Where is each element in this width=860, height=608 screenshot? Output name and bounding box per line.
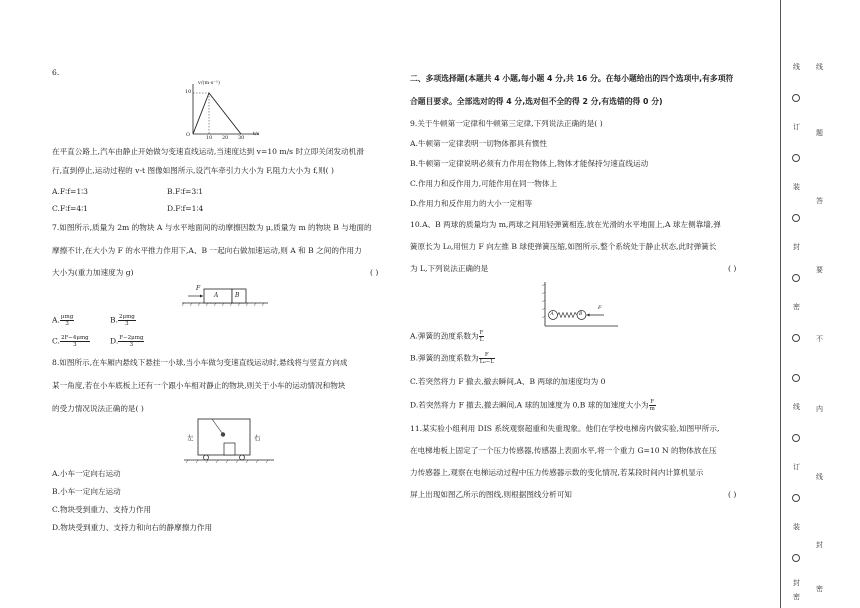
q11-answer-paren: ( ): [728, 490, 737, 499]
binding-char-5: 不: [816, 335, 823, 343]
q10-fig-label-f: F: [598, 305, 602, 311]
q8-fig-right-label: 右: [254, 434, 261, 442]
q11-stem-line3: 力传感器上,观察在电梯运动过程中压力传感器示数的变化情况,若某段时间内计算机显示: [410, 468, 704, 477]
binding-line: [780, 0, 781, 608]
q7-option-d-den: 3: [129, 342, 134, 348]
binding-mark-7: 订: [793, 463, 800, 471]
q8-cart-figure: [182, 414, 277, 464]
q6-option-c: C.F∶f=4∶1: [52, 204, 89, 213]
q8-option-b: B.小车一定向左运动: [52, 487, 121, 496]
binding-mark-10: 密: [793, 593, 800, 601]
q6-graph-x10: 10: [206, 135, 213, 141]
binding-hole-6: [792, 374, 800, 382]
binding-mark-2: 订: [793, 123, 800, 131]
q8-stem-line1: 8.如图所示,在车厢内悬线下悬挂一小球,当小车做匀变速直线运动时,悬线将与竖直方向成: [52, 358, 348, 367]
q10-option-d-fraction: [649, 399, 656, 412]
q10-spring-figure: [540, 280, 620, 328]
q7-option-c-prefix: C.: [52, 336, 60, 346]
q7-stem-line1: 7.如图所示,质量为 2m 的物块 A 与水平地面间的动摩擦因数为 μ,质量为 m 的物块 B 与地面的: [52, 223, 372, 232]
binding-mark-9: 封: [793, 579, 800, 587]
binding-mark-5: 密: [793, 303, 800, 311]
q9-option-c: C.作用力和反作用力,可能作用在同一物体上: [410, 179, 558, 188]
q7-option-c-num: 2F−4μmg: [60, 335, 89, 341]
binding-hole-3: [792, 214, 800, 222]
q10-option-b: [410, 352, 495, 365]
section2-heading-line2: 合题目要求。全部选对的得 4 分,选对但不全的得 2 分,有选错的得 0 分): [410, 97, 663, 106]
q9-option-d: D.作用力和反作用力的大小一定相等: [410, 199, 533, 208]
q7-option-c-den: 3: [73, 342, 77, 348]
q10-option-b-prefix: B.弹簧的劲度系数为: [410, 353, 479, 363]
binding-hole-8: [792, 494, 800, 502]
q7-option-d-num: F−2μmg: [119, 335, 144, 341]
q11-stem-line4: 屏上出现如图乙所示的图线,则根据图线分析可知: [410, 490, 572, 499]
q8-fig-left-label: 左: [187, 434, 194, 442]
q6-graph-origin: O: [186, 132, 191, 138]
q6-graph-x20: 20: [222, 135, 229, 141]
q10-option-b-fraction: [479, 352, 495, 365]
q10-option-d: [410, 399, 656, 412]
q7-option-a-den: 3: [65, 321, 69, 327]
q7-option-b-den: 3: [125, 321, 129, 327]
binding-mark-3: 装: [793, 183, 800, 191]
section2-heading-line1: 二、多项选择题(本题共 4 小题,每小题 4 分,共 16 分。在每小题给出的四个选项中,有多项符: [410, 74, 734, 83]
binding-hole-7: [792, 434, 800, 442]
q11-stem-line1: 11.某实验小组利用 DIS 系统观察超重和失重现象。他们在学校电梯房内做实验,如图甲所示,: [410, 424, 720, 433]
q11-stem-line2: 在电梯地板上固定了一个压力传感器,传感器上表面水平,将一个重力 G=10 N 的物体放在压: [410, 446, 717, 455]
binding-mark-8: 装: [793, 523, 800, 531]
q9-option-b: B.牛顿第一定律说明必须有力作用在物体上,物体才能保持匀速直线运动: [410, 159, 649, 168]
q10-option-b-num: F: [479, 352, 495, 359]
q10-stem-line2: 簧原长为 L₀,用恒力 F 向左推 B 球使弹簧压缩,如图所示,整个系统处于静止状态,此时弹簧长: [410, 242, 717, 251]
binding-mark-1: 线: [793, 63, 800, 71]
q7-option-c: [52, 335, 90, 348]
binding-char-4: 要: [816, 266, 823, 274]
q10-option-d-num: F: [650, 399, 655, 405]
binding-char-3: 答: [816, 197, 823, 205]
q6-stem-line1: 在平直公路上,汽车由静止开始做匀变速直线运动,当速度达到 v=10 m/s 时立即关闭发动机滑: [52, 147, 364, 156]
q7-answer-paren: ( ): [370, 268, 379, 277]
q8-option-c: C.物块受到重力、支持力作用: [52, 505, 152, 514]
binding-hole-4: [792, 274, 800, 282]
binding-hole-2: [792, 154, 800, 162]
q9-stem: 9.关于牛顿第一定律和牛顿第三定律,下列说法正确的是( ): [410, 119, 603, 128]
q6-stem-line2: 行,直到停止,运动过程的 v-t 图像如图所示,设汽车牵引力大小为 F,阻力大小为 f,则( ): [52, 166, 334, 175]
q7-option-d: [110, 335, 144, 348]
q6-graph-t: t/s: [253, 131, 260, 137]
q10-fig-label-b: B: [579, 311, 583, 317]
q10-option-a-den: L: [479, 337, 484, 343]
q7-option-a: [52, 314, 74, 327]
q7-fig-label-f: F: [196, 285, 201, 292]
q10-stem-line3: 为 L,下列说法正确的是: [410, 264, 489, 273]
binding-char-8: 封: [816, 541, 823, 549]
q10-option-c: C.若突然将力 F 撤去,撤去瞬间,A、B 两球的加速度均为 0: [410, 377, 606, 386]
q6-option-a: A.F∶f=1∶3: [52, 187, 88, 196]
q7-option-b-num: 2μmg: [119, 314, 135, 320]
q6-number: 6.: [52, 68, 60, 77]
q7-option-c-fraction: [60, 335, 90, 348]
q6-graph-y10: 10: [185, 89, 192, 95]
q6-graph-ylabel: v/(m·s⁻¹): [198, 80, 220, 86]
q10-option-a: [410, 330, 484, 343]
q8-option-d: D.物块受到重力、支持力和向右的静摩擦力作用: [52, 523, 213, 532]
q10-option-a-prefix: A.弹簧的劲度系数为: [410, 331, 479, 341]
q7-fig-label-b: B: [235, 292, 240, 299]
binding-hole-9: [792, 554, 800, 562]
q7-option-a-num: μmg: [60, 314, 74, 320]
q8-stem-line2: 某一角度,若在小车底板上还有一个跟小车相对静止的物块,则关于小车的运动情况和物块: [52, 381, 346, 390]
q7-option-a-prefix: A.: [52, 315, 60, 325]
q7-option-d-prefix: D.: [110, 336, 119, 346]
binding-char-2: 题: [816, 129, 823, 137]
q10-option-d-den: m: [649, 406, 655, 412]
binding-hole-5: [792, 334, 800, 342]
binding-hole-1: [792, 94, 800, 102]
binding-char-7: 线: [816, 473, 823, 481]
q10-answer-paren: ( ): [728, 264, 737, 273]
q10-fig-label-a: A: [550, 311, 554, 317]
q10-option-a-num: F: [479, 330, 484, 336]
binding-mark-6: 线: [793, 403, 800, 411]
q7-option-b-fraction: [118, 314, 136, 327]
binding-char-6: 内: [816, 405, 823, 413]
binding-char-1: 线: [816, 63, 823, 71]
binding-char-9: 密: [816, 585, 823, 593]
binding-mark-4: 封: [793, 243, 800, 251]
q7-option-d-fraction: [118, 335, 144, 348]
q7-stem-line3: 大小为(重力加速度为 g): [52, 268, 134, 277]
binding-margin: [778, 0, 860, 608]
q9-option-a: A.牛顿第一定律表明一切物体都具有惯性: [410, 139, 547, 148]
q6-option-d: D.F∶f=1∶4: [167, 204, 204, 213]
q6-graph-x30: 30: [238, 135, 245, 141]
q7-option-b: [110, 314, 136, 327]
q10-option-d-prefix: D.若突然将力 F 撤去,撤去瞬间,A 球的加速度为 0,B 球的加速度大小为: [410, 400, 649, 410]
q7-blocks-figure: [180, 284, 270, 306]
q8-stem-line3: 的受力情况说法正确的是( ): [52, 404, 144, 413]
q7-option-b-prefix: B.: [110, 315, 118, 325]
q10-option-b-den: L₀−L: [479, 359, 494, 365]
q7-stem-line2: 摩擦不计,在大小为 F 的水平推力作用下,A、B 一起向右做加速运动,则 A 和 B 之间的作用力: [52, 246, 362, 255]
q6-option-b: B.F∶f=3∶1: [167, 187, 204, 196]
q7-fig-label-a: A: [214, 292, 219, 299]
q10-option-a-fraction: [479, 330, 485, 343]
q7-option-a-fraction: [60, 314, 74, 327]
q10-stem-line1: 10.A、B 两球的质量均为 m,两球之间用轻弹簧相连,放在光滑的水平地面上,A 球左侧靠墙,弹: [410, 220, 721, 229]
q8-option-a: A.小车一定向右运动: [52, 469, 121, 478]
